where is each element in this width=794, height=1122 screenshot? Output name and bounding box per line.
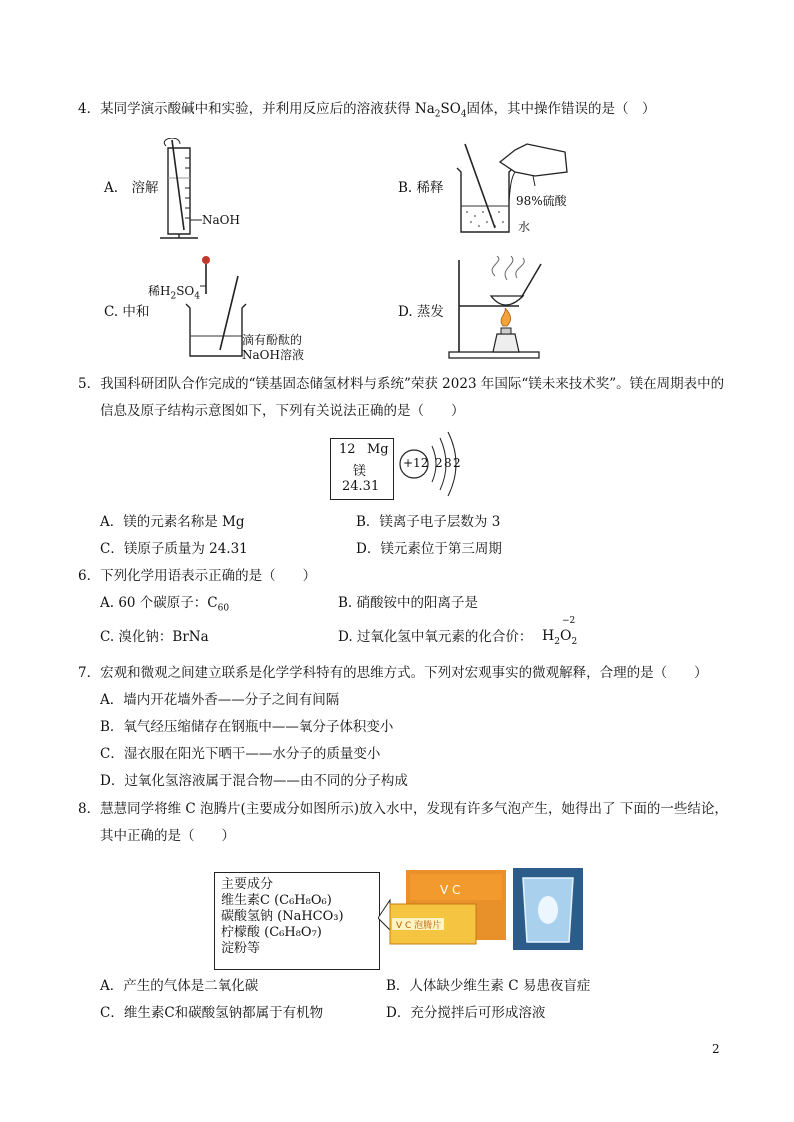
q6-option-a: A. 60 个碳原子：$C_{60}$: [100, 595, 230, 614]
q4-stem: 4．某同学演示酸碱中和实验，并利用反应后的溶液获得 $Na_2SO_4$固体，其中操作错误的是（ ）: [78, 101, 656, 120]
ingredient-citric-acid: 柠檬酸 (C₆H₈O₇): [221, 925, 322, 940]
shell-3-electrons: 2: [453, 456, 461, 470]
q4-option-b: B. 稀释: [398, 180, 444, 196]
q7-option-b: B．氧气经压缩储存在钢瓶中——氧分子体积变小: [100, 719, 394, 735]
q8-option-b: B．人体缺少维生素 C 易患夜盲症: [386, 978, 591, 994]
page-number: 2: [712, 1042, 720, 1056]
ingredients-box: [214, 872, 380, 970]
q8-option-a: A．产生的气体是二氧化碳: [100, 978, 259, 994]
q8-stem-line2: 其中正确的是（ ）: [100, 828, 235, 844]
element-symbol: Mg: [367, 442, 389, 457]
q6-option-b: B. 硝酸铵中的阳离子是: [338, 595, 479, 611]
q8-stem-line1: 8．慧慧同学将维 C 泡腾片(主要成分如图所示)放入水中，发现有许多气泡产生，她得出了 下面的一些结论，: [78, 801, 728, 817]
glass-of-water-image: [513, 868, 583, 950]
q5-option-c: C．镁原子质量为 24.31: [100, 541, 248, 557]
dilute-acid-label: 稀$H_2SO_4$: [148, 284, 200, 302]
q5-option-b: B．镁离子电子层数为 3: [356, 514, 501, 530]
q6-option-c: C. 溴化钠：BrNa: [100, 629, 209, 645]
atomic-number: 12: [339, 442, 356, 457]
q4-option-a: A. 溶解: [104, 180, 159, 196]
q7-option-a: A．墙内开花墙外香——分子之间有间隔: [100, 692, 340, 708]
ingredients-title: 主要成分: [221, 877, 274, 892]
sulfuric-acid-label: 98%硫酸: [516, 194, 567, 208]
naoh-solution-label: NaOH溶液: [242, 348, 304, 362]
q4-option-c: C. 中和: [104, 304, 150, 320]
element-name: 镁: [353, 464, 367, 479]
phenolphthalein-label: 滴有酚酞的: [242, 333, 303, 347]
shell-1-electrons: 2: [435, 456, 443, 470]
nucleus-charge: +12: [403, 456, 429, 470]
naoh-label: NaOH: [202, 213, 240, 227]
q8-option-d: D．充分搅拌后可形成溶液: [386, 1005, 546, 1021]
svg-text:V C: V C: [440, 883, 461, 897]
box-brand-text: V C 泡腾片: [396, 921, 442, 931]
q5-stem-line2: 信息及原子结构示意图如下，下列有关说法正确的是（ ）: [100, 403, 465, 419]
shell-2-electrons: 8: [444, 456, 452, 470]
q7-option-c: C．湿衣服在阳光下晒干——水分子的质量变小: [100, 746, 381, 762]
h2o2-formula: $H_2O_2$: [542, 628, 578, 647]
ingredient-starch: 淀粉等: [221, 941, 261, 956]
graduated-cylinder-figure: [150, 138, 240, 248]
q5-option-d: D．镁元素位于第三周期: [356, 541, 502, 557]
q7-stem: 7．宏观和微观之间建立联系是化学学科特有的思维方式。下列对宏观事实的微观解释，合理的是（ ）: [78, 665, 708, 681]
atomic-mass: 24.31: [342, 479, 380, 494]
evaporation-stand-figure: [445, 256, 555, 362]
ingredient-vitamin-c: 维生素C (C₆H₈O₆): [221, 893, 332, 908]
periodic-table-cell: [330, 438, 394, 500]
q6-stem: 6．下列化学用语表示正确的是（ ）: [78, 568, 317, 584]
vc-tablet-box-image: [378, 870, 508, 950]
q8-option-c: C．维生素C和碳酸氢钠都属于有机物: [100, 1005, 324, 1021]
q6-option-d: D. 过氧化氢中氧元素的化合价：: [338, 629, 533, 645]
q7-option-d: D．过氧化氢溶液属于混合物——由不同的分子构成: [100, 773, 408, 789]
q4-option-d: D. 蒸发: [398, 304, 444, 320]
q5-option-a: A．镁的元素名称是 Mg: [100, 514, 245, 530]
neutralization-beaker-figure: [180, 252, 250, 362]
water-label: 水: [518, 220, 531, 234]
ingredient-sodium-bicarbonate: 碳酸氢钠 (NaHCO₃): [221, 909, 344, 924]
oxygen-valence: −2: [562, 616, 576, 626]
q5-stem-line1: 5．我国科研团队合作完成的“镁基固态储氢材料与系统”荣获 2023 年国际“镁未来技术奖”。镁在周期表中的: [78, 376, 725, 392]
